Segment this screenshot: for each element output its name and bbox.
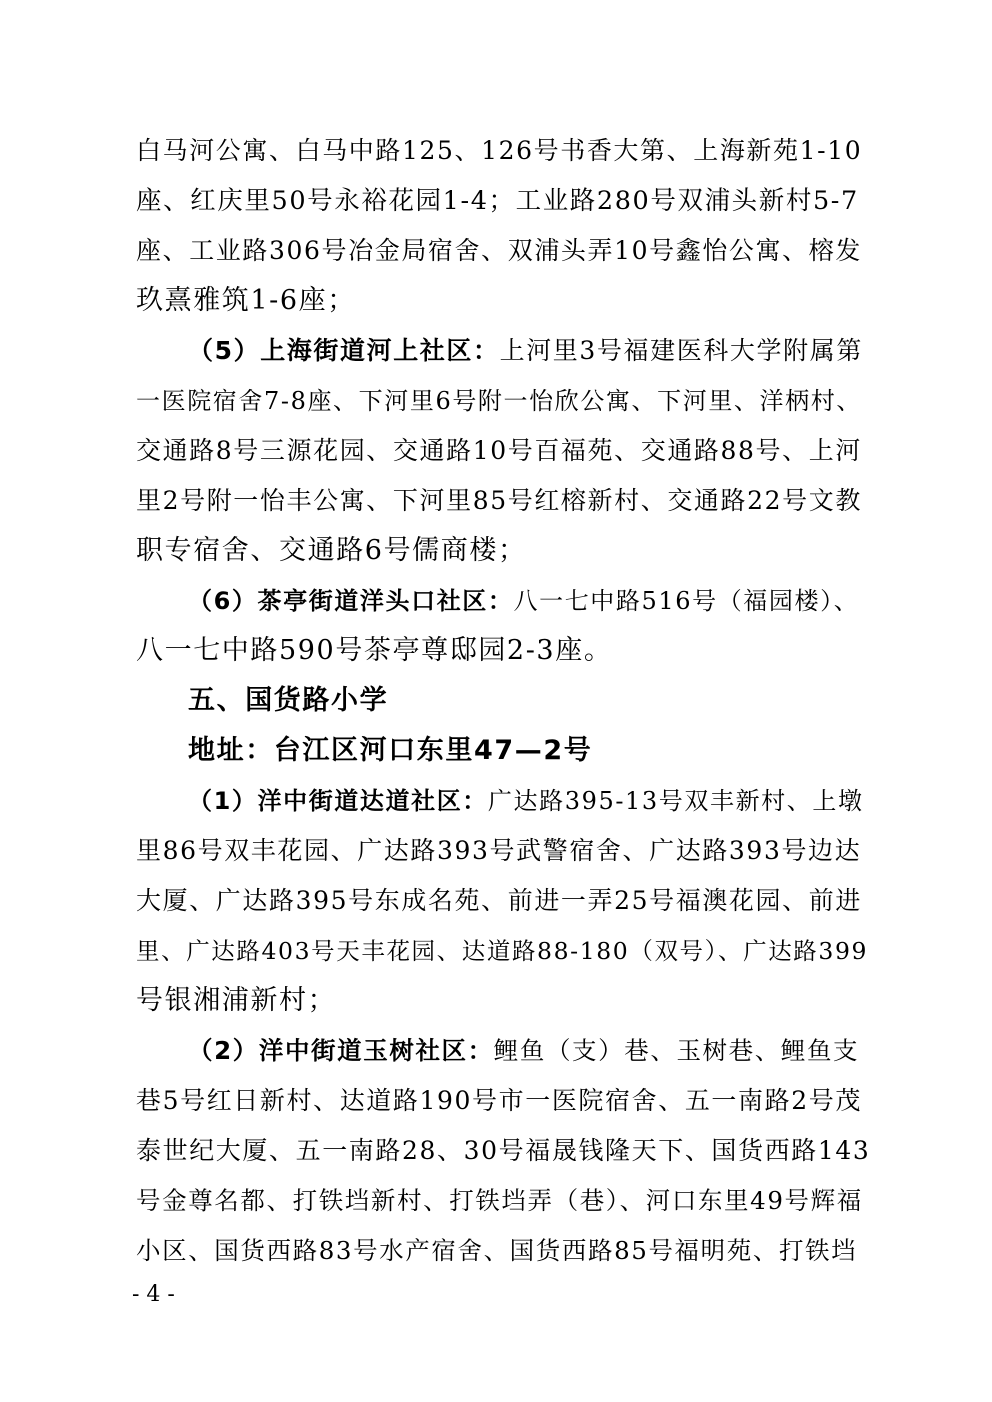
paragraph-6-line-4: 小区、国货西路83号水产宿舍、国货西路85号福明苑、打铁垱 (136, 1236, 858, 1265)
paragraph-6-line-1: 巷5号红日新村、达道路190号市一医院宿舍、五一南路2号茂 (136, 1086, 862, 1115)
paragraph-6-heading: （2）洋中街道玉树社区： (188, 1036, 494, 1065)
paragraph-0-line-2: 座、工业路306号冶金局宿舍、双浦头弄10号鑫怡公寓、榕发 (136, 236, 862, 265)
section-heading: 五、国货路小学 (188, 685, 389, 716)
paragraph-1-first-line (188, 333, 863, 369)
paragraph-2-heading: （6）茶亭街道洋头口社区： (188, 587, 514, 615)
paragraph-6-first-line (188, 1033, 859, 1069)
paragraph-5-first-line (188, 783, 864, 819)
paragraph-0-line-1: 座、红庆里50号永裕花园1-4；工业路280号双浦头新村5-7 (136, 186, 859, 216)
paragraph-2-line-1: 八一七中路590号茶亭尊邸园2-3座。 (136, 635, 613, 666)
paragraph-5-line-0: 广达路395-13号双丰新村、上墩 (487, 787, 864, 815)
paragraph-1-line-1: 一医院宿舍7-8座、下河里6号附一怡欣公寓、下河里、洋柄村、 (136, 387, 862, 415)
paragraph-5-heading: （1）洋中街道达道社区： (188, 787, 488, 815)
paragraph-1-heading: （5）上海街道河上社区： (188, 336, 500, 365)
paragraph-1-line-4: 职专宿舍、交通路6号儒商楼； (136, 535, 527, 566)
paragraph-1-line-0: 上河里3号福建医科大学附属第 (499, 336, 863, 365)
paragraph-0-line-3: 玖熹雅筑1-6座； (136, 285, 356, 316)
paragraph-6-line-3: 号金尊名都、打铁垱新村、打铁垱弄（巷）、河口东里49号辉福 (136, 1186, 863, 1215)
page-number: - 4 - (132, 1282, 175, 1307)
paragraph-6-line-0: 鲤鱼（支）巷、玉树巷、鲤鱼支 (493, 1036, 860, 1065)
paragraph-5-line-4: 号银湘浦新村； (136, 985, 337, 1016)
paragraph-6-line-2: 泰世纪大厦、五一南路28、30号福晟钱隆天下、国货西路143 (136, 1136, 871, 1165)
paragraph-2-first-line (188, 583, 859, 619)
paragraph-0-line-0: 白马河公寓、白马中路125、126号书香大第、上海新苑1-10 (136, 136, 863, 165)
paragraph-2-line-0: 八一七中路516号（福园楼）、 (513, 587, 860, 615)
school-address: 地址：台江区河口东里47—2号 (188, 735, 593, 766)
paragraph-1-line-2: 交通路8号三源花园、交通路10号百福苑、交通路88号、上河 (136, 436, 862, 465)
paragraph-5-line-2: 大厦、广达路395号东成名苑、前进一弄25号福澳花园、前进 (136, 886, 862, 915)
paragraph-5-line-1: 里86号双丰花园、广达路393号武警宿舍、广达路393号边达 (136, 836, 862, 865)
paragraph-1-line-3: 里2号附一怡丰公寓、下河里85号红榕新村、交通路22号文教 (136, 486, 862, 515)
paragraph-5-line-3: 里、广达路403号天丰花园、达道路88-180（双号）、广达路399 (136, 937, 869, 965)
